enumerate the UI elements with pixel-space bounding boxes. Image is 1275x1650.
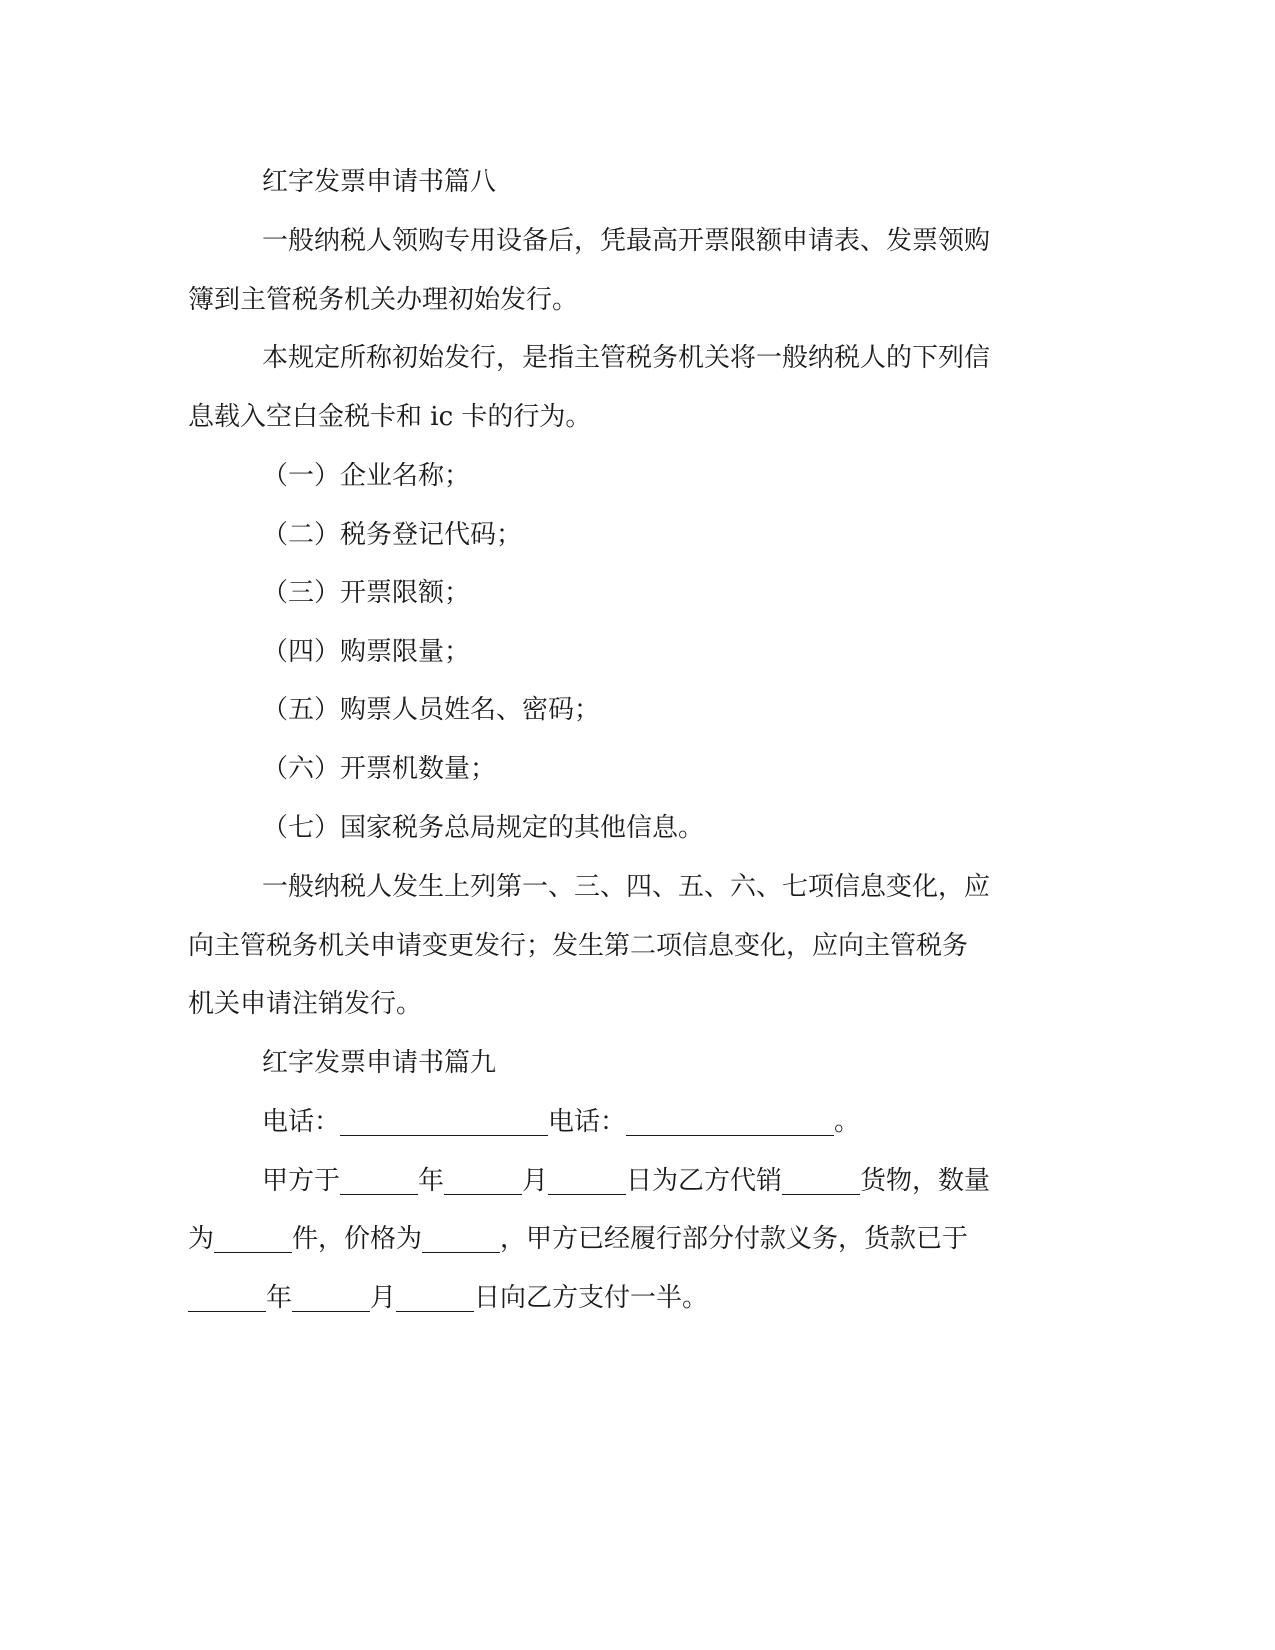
paragraph-3-line-1: 一般纳税人发生上列第一、三、四、五、六、七项信息变化，应 — [262, 872, 991, 902]
paragraph-4-line-3: ______年______月______日向乙方支付一半。 — [188, 1283, 709, 1313]
list-item: （一）企业名称； — [262, 461, 471, 491]
paragraph-1-line-2: 簿到主管税务机关办理初始发行。 — [188, 285, 579, 315]
list-item: （七）国家税务总局规定的其他信息。 — [262, 813, 705, 843]
list-item: （三）开票限额； — [262, 578, 471, 608]
section-heading-8: 红字发票申请书篇八 — [262, 167, 497, 197]
paragraph-3-line-2: 向主管税务机关申请变更发行；发生第二项信息变化，应向主管税务 — [188, 931, 969, 961]
list-item: （二）税务登记代码； — [262, 520, 523, 550]
paragraph-3-line-3: 机关申请注销发行。 — [188, 989, 423, 1019]
list-item: （四）购票限量； — [262, 637, 471, 667]
list-item: （五）购票人员姓名、密码； — [262, 695, 601, 725]
phone-line: 电话：________________电话：________________。 — [262, 1107, 861, 1137]
paragraph-4-line-1: 甲方于______年______月______日为乙方代销______货物，数量 — [262, 1166, 991, 1196]
paragraph-4-line-2: 为______件，价格为______，甲方已经履行部分付款义务，货款已于 — [188, 1224, 969, 1254]
paragraph-2-line-1: 本规定所称初始发行，是指主管税务机关将一般纳税人的下列信 — [262, 343, 991, 373]
paragraph-1-line-1: 一般纳税人领购专用设备后，凭最高开票限额申请表、发票领购 — [262, 226, 991, 256]
list-item: （六）开票机数量； — [262, 754, 497, 784]
section-heading-9: 红字发票申请书篇九 — [262, 1048, 497, 1078]
paragraph-2-line-2: 息载入空白金税卡和 ic 卡的行为。 — [188, 402, 592, 432]
